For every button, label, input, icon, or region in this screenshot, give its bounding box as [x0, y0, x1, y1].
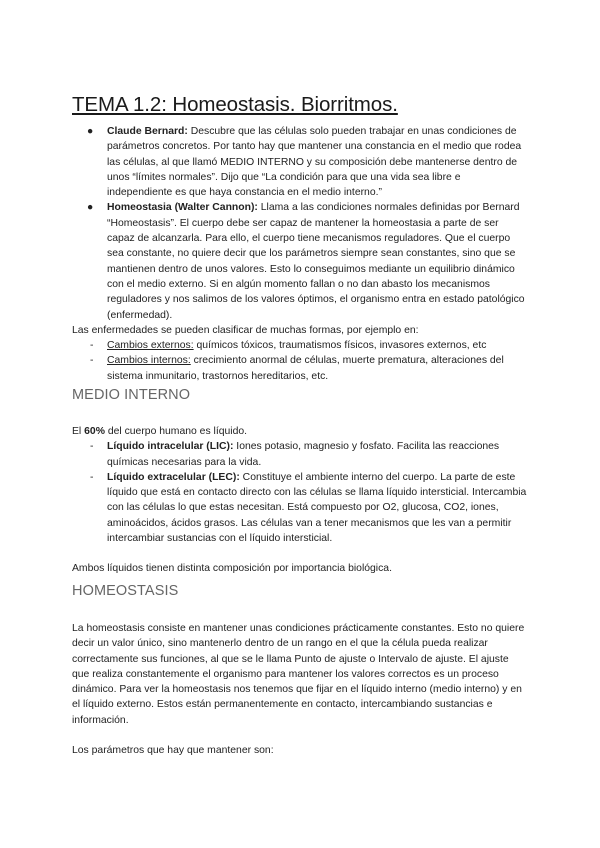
intro-bullet-list	[72, 124, 528, 323]
disease-list	[72, 338, 528, 384]
list-item-text: Descubre que las células solo pueden trabajar en unas condiciones de parámetros concretos. Por tanto hay que mantener una constancia en el medio que rodea las células, al que llamó MEDIO INTERNO y su composición debe mantenerse dentro de unos “límites normales”. Dijo que “La condición para que una vida sea libre e independiente es que haya constancia en el medio interno.”	[107, 126, 522, 199]
intro-section	[72, 124, 528, 384]
medio-interno-section	[72, 424, 528, 577]
homeostasis-section	[72, 621, 528, 758]
list-item-term: Cambios internos:	[107, 355, 191, 367]
section-heading-medio-interno: MEDIO INTERNO	[72, 387, 191, 403]
dash-icon: -	[90, 340, 94, 352]
page-title: TEMA 1.2: Homeostasis. Biorritmos.	[72, 93, 398, 116]
list-item	[72, 470, 528, 546]
homeostasis-paragraph: La homeostasis consiste en mantener unas condiciones prácticamente constantes. Esto no quiere decir un valor único, sino mantenerlo dentro de un rango en el que la célula pueda realizar correctamente sus funciones, al que se le llama Punto de ajuste o Intervalo de ajuste. El ajuste que realiza constantemente el organismo para mantener los valores correctos es un proceso dinámico. Para ver la homeostasis nos tenemos que fijar en el líquido interno (medio interno) y en el líquido externo. Estos están permanentemente en contacto, intercambiando sustancias e información.	[72, 623, 525, 726]
list-item-text: crecimiento anormal de células, muerte prematura, alteraciones del sistema inmunitario, trastornos hereditarios, etc.	[107, 355, 504, 382]
dash-icon: -	[90, 441, 94, 453]
list-item-term: Líquido intracelular (LIC):	[107, 441, 234, 453]
bullet-icon: ●	[87, 202, 94, 214]
list-item-term: Líquido extracelular (LEC):	[107, 471, 240, 483]
list-item	[72, 353, 528, 384]
list-item	[72, 200, 528, 322]
list-item	[72, 439, 528, 470]
list-item-text: Llama a las condiciones normales definidas por Bernard “Homeostasis”. El cuerpo debe ser capaz de mantener la homeostasia a parte de ser capaz de alcanzarla. Para ello, el cuerpo tiene mecanismos reguladores. Que el cuerpo sea constante, no quiere decir que los parámetros siempre sean constantes, sino que se mantienen dentro de unos valores. Esto lo conseguimos mediante un equilibrio dinámico con el medio externo. Si en algún momento fallan o no dan abasto los mecanismos reguladores y nos salimos de los valores óptimos, el organismo entra en estado patológico (enfermedad).	[107, 202, 525, 321]
medio-interno-intro: El 60% del cuerpo humano es líquido.	[72, 426, 248, 437]
bullet-icon: ●	[87, 126, 94, 137]
list-item	[72, 124, 528, 200]
diseases-intro: Las enfermedades se pueden clasificar de muchas formas, por ejemplo en:	[72, 324, 419, 336]
dash-icon: -	[90, 355, 94, 367]
list-item-term: Homeostasia (Walter Cannon):	[107, 202, 258, 214]
parameters-intro: Los parámetros que hay que mantener son:	[72, 745, 274, 757]
dash-icon: -	[90, 471, 94, 483]
fluid-list	[72, 439, 528, 546]
list-item-text: Iones potasio, magnesio y fosfato. Facilita las reacciones químicas necesarias para la vida.	[107, 441, 500, 468]
list-item-term: Cambios externos:	[107, 340, 194, 352]
list-item-term: Claude Bernard:	[107, 126, 188, 137]
list-item	[72, 338, 528, 353]
list-item-text: químicos tóxicos, traumatismos físicos, invasores externos, etc	[193, 340, 487, 352]
medio-interno-closing: Ambos líquidos tienen distinta composición por importancia biológica.	[72, 563, 392, 575]
section-heading-homeostasis: HOMEOSTASIS	[72, 583, 179, 599]
list-item-text: Constituye el ambiente interno del cuerpo. La parte de este líquido que está en contacto directo con las células se llama líquido intersticial. Intercambia con las células lo que estas necesitan. Está compuesto por O2, glucosa, CO2, iones, aminoácidos, ácidos grasos. Las células van a tener mecanismos que les van a permitir intercambiar sustancias con el líquido intersticial.	[107, 471, 527, 545]
